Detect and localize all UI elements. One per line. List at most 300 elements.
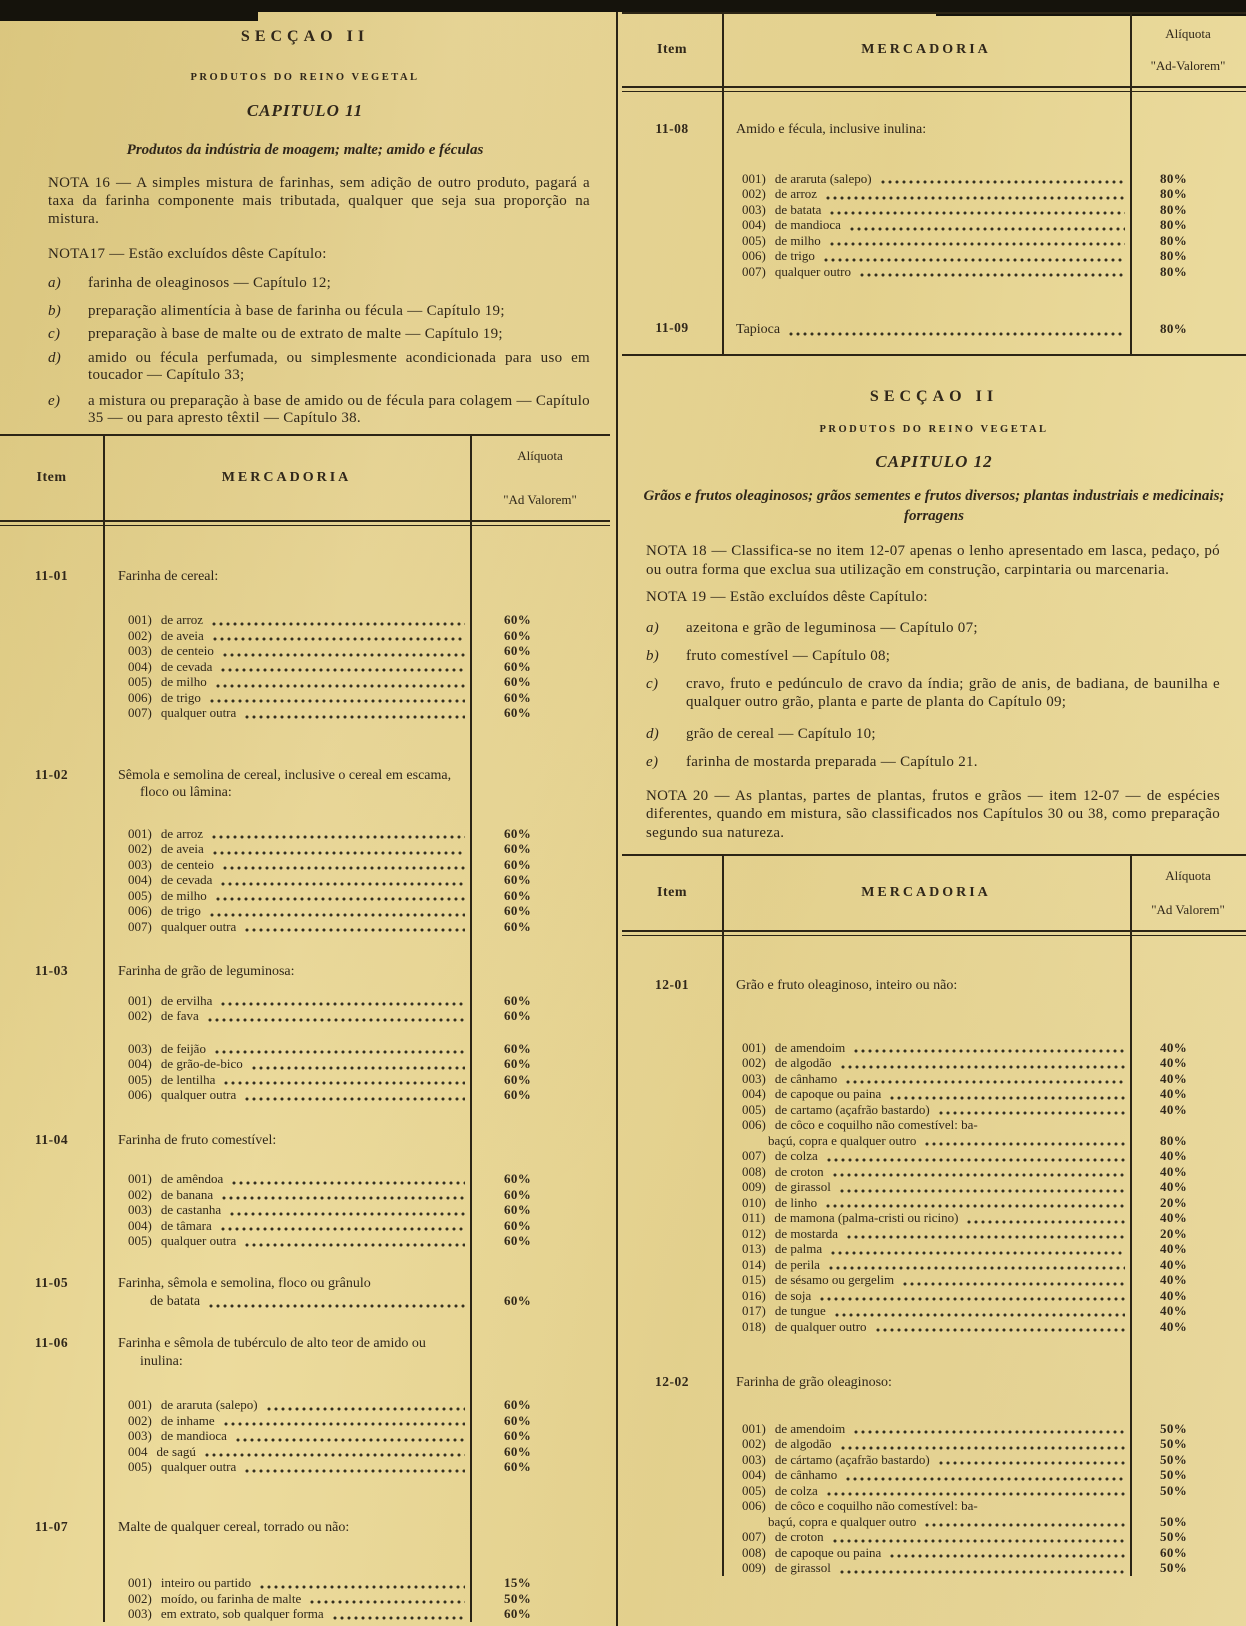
sub-text: de croton xyxy=(774,1529,824,1544)
table-row xyxy=(0,1519,610,1622)
exclusion-item xyxy=(646,675,1220,712)
sub-code: 004) xyxy=(128,1217,152,1233)
rate-value: 80% xyxy=(1160,186,1188,201)
dot-leader xyxy=(224,1416,465,1427)
sub-item-main xyxy=(128,690,470,706)
rate-value: 60% xyxy=(504,1186,532,1202)
exclusion-item xyxy=(48,303,590,321)
sub-item xyxy=(0,1171,610,1187)
dot-leader xyxy=(854,1424,1125,1435)
dot-leader xyxy=(890,1090,1125,1101)
rate-value: 40% xyxy=(1160,1210,1188,1225)
sub-item-main xyxy=(128,841,470,857)
sub-item xyxy=(0,872,610,888)
sub-text: de girassol xyxy=(774,1560,831,1575)
sub-item xyxy=(622,1467,1246,1483)
sub-code: 009) xyxy=(742,1560,766,1575)
dot-leader xyxy=(829,1260,1125,1271)
sub-text: de amendoim xyxy=(774,1420,846,1436)
sub-item-main xyxy=(128,1428,470,1444)
rate-value: 60% xyxy=(504,825,532,841)
sub-item xyxy=(622,1086,1246,1102)
sub-code: 009) xyxy=(742,1179,766,1194)
section-heading: SECÇAO II xyxy=(240,28,370,45)
sub-text: de cevada xyxy=(160,658,213,674)
sub-item-main xyxy=(742,202,1130,218)
sub-code: 007) xyxy=(128,918,152,934)
sub-item-main xyxy=(128,1171,470,1187)
sub-item-main xyxy=(742,1195,1130,1211)
dot-leader xyxy=(840,1564,1125,1575)
chapter-heading: CAPITULO 12 xyxy=(875,452,993,471)
exclusion-label: a) xyxy=(48,275,62,291)
exclusion-item xyxy=(48,350,590,385)
sub-text: de inhame xyxy=(160,1412,215,1428)
sub-code: 004 xyxy=(128,1443,148,1459)
sub-item xyxy=(0,643,610,659)
dot-leader xyxy=(824,252,1125,263)
item-continuation xyxy=(0,1292,610,1310)
rate-value: 60% xyxy=(504,1071,532,1087)
right-column xyxy=(622,12,1246,1576)
sub-code: 002) xyxy=(742,1436,766,1451)
sub-item xyxy=(0,903,610,919)
sub-text: de mandioca xyxy=(774,217,841,232)
dot-leader xyxy=(245,1091,465,1102)
rate-value: 50% xyxy=(1160,1482,1188,1498)
rate-value: 60% xyxy=(504,872,532,887)
sub-item xyxy=(622,186,1246,202)
dot-leader xyxy=(847,1229,1125,1240)
sub-item xyxy=(622,1272,1246,1288)
sub-item-main xyxy=(742,171,1130,187)
rate-value: 40% xyxy=(1160,1318,1188,1334)
rate-value: 60% xyxy=(504,627,532,643)
sub-item-continuation xyxy=(622,1514,1246,1530)
rate-value: 50% xyxy=(1160,1451,1188,1467)
rate-value: 60% xyxy=(504,918,532,934)
sub-text: de batata xyxy=(774,201,822,217)
note-16: NOTA 16 — A simples mistura de farinhas, sem adição de outro produto, pagará a taxa da farinha componente mais tributada, qualquer que seja sua proporção na mistura. xyxy=(48,175,590,227)
sub-text: de croton xyxy=(774,1163,824,1179)
item-number: 11-04 xyxy=(34,1131,69,1147)
sub-text: de centeio xyxy=(160,856,214,872)
sub-text: de sagú xyxy=(156,1443,196,1459)
rate-value: 60% xyxy=(504,643,532,658)
sub-item xyxy=(0,1233,610,1249)
table-row xyxy=(0,1275,610,1311)
item-number: 11-02 xyxy=(34,766,69,782)
rate-value: 20% xyxy=(1160,1225,1188,1241)
sub-item xyxy=(0,857,610,873)
sub-code: 005) xyxy=(128,887,152,903)
sub-text: baçú, copra e qualquer outro xyxy=(768,1513,917,1529)
dot-leader xyxy=(205,1447,465,1458)
sub-text: de milho xyxy=(774,232,821,248)
dot-leader xyxy=(854,1043,1125,1054)
sub-item-list xyxy=(622,1421,1246,1576)
sub-text: moído, ou farinha de malte xyxy=(160,1590,302,1606)
sub-code: 002) xyxy=(128,1590,152,1606)
sub-code: 014) xyxy=(742,1256,766,1272)
sub-item-list xyxy=(0,612,610,721)
sub-item-main xyxy=(128,628,470,644)
ad-valorem-label: "Ad Valorem" xyxy=(1151,902,1225,917)
rate-value: 60% xyxy=(504,689,532,705)
sub-text: qualquer outra xyxy=(160,1459,237,1474)
sub-text: de capoque ou paina xyxy=(774,1544,882,1560)
sub-code: 001) xyxy=(128,1171,152,1186)
column-header-mercadoria: MERCADORIA xyxy=(861,42,991,57)
sub-item xyxy=(0,1459,610,1475)
item-description: Farinha de grão de leguminosa: xyxy=(118,964,295,979)
table-row xyxy=(0,1132,610,1249)
dot-leader xyxy=(245,709,465,720)
sub-text: baçú, copra e qualquer outro xyxy=(768,1132,917,1148)
sub-text: de mamona (palma-cristi ou ricino) xyxy=(774,1210,959,1225)
dot-leader xyxy=(213,845,465,856)
sub-item-main xyxy=(128,1218,470,1234)
tariff-table-chapter-11 xyxy=(0,434,610,1622)
sub-code: 001) xyxy=(742,170,766,186)
sub-item-main xyxy=(742,264,1130,280)
sub-text: de sésamo ou gergelim xyxy=(774,1272,895,1287)
sub-code: 002) xyxy=(128,627,152,643)
rate-value: 60% xyxy=(504,1443,532,1459)
sub-code: 003) xyxy=(128,1606,152,1621)
dot-leader xyxy=(221,876,465,887)
dot-leader xyxy=(223,860,465,871)
dot-leader xyxy=(903,1276,1125,1287)
rate-value: 40% xyxy=(1160,1055,1188,1070)
sub-text: de tâmara xyxy=(160,1217,212,1233)
section-heading: SECÇAO II xyxy=(869,388,999,405)
sub-text: de mandioca xyxy=(160,1428,227,1443)
sub-text: de arroz xyxy=(160,825,204,841)
sub-text: de banana xyxy=(160,1186,214,1202)
sub-text: de arroz xyxy=(774,186,818,201)
sub-item-main xyxy=(742,1514,1130,1530)
exclusion-label: d) xyxy=(48,349,62,366)
dot-leader xyxy=(230,1206,465,1217)
sub-item-main xyxy=(742,1529,1130,1545)
rate-value: 60% xyxy=(504,992,532,1008)
sub-item xyxy=(622,217,1246,233)
header-rule xyxy=(622,930,1246,936)
sub-item-main xyxy=(128,826,470,842)
rate-value: 50% xyxy=(1160,1513,1188,1529)
sub-item xyxy=(0,690,610,706)
sub-text: de trigo xyxy=(160,903,201,918)
dot-leader xyxy=(212,616,465,627)
sub-code: 006) xyxy=(742,1498,766,1513)
dot-leader xyxy=(210,693,465,704)
sub-item xyxy=(0,826,610,842)
header-rule xyxy=(0,520,610,526)
rate-value: 60% xyxy=(504,1040,532,1056)
dot-leader xyxy=(925,1136,1125,1147)
kingdom-heading: PRODUTOS DO REINO VEGETAL xyxy=(190,72,420,83)
sub-item xyxy=(622,248,1246,264)
item-description: Farinha, sêmola e semolina, floco ou grânulo xyxy=(118,1275,371,1291)
sub-code: 007) xyxy=(128,705,152,720)
dot-leader xyxy=(209,1298,465,1309)
item-description: Amido e fécula, inclusive inulina: xyxy=(736,122,927,137)
rate-value: 50% xyxy=(504,1590,532,1606)
sub-item-main xyxy=(128,1575,470,1591)
sub-item xyxy=(0,659,610,675)
sub-text: de fava xyxy=(160,1008,199,1023)
rate-value: 60% xyxy=(504,887,532,903)
item-description: Sêmola e semolina de cereal, inclusive o cereal em escama, floco ou lâmina: xyxy=(118,767,452,800)
exclusion-text: preparação alimentícia à base de farinha ou fécula — Capítulo 19; xyxy=(88,302,505,319)
sub-item xyxy=(0,1087,610,1103)
sub-item-main xyxy=(128,903,470,919)
exclusion-label: b) xyxy=(48,302,62,319)
sub-code: 005) xyxy=(128,1233,152,1248)
sub-item xyxy=(622,1040,1246,1056)
item-number: 11-01 xyxy=(34,567,69,583)
sub-code: 008) xyxy=(742,1163,766,1179)
sub-item xyxy=(622,202,1246,218)
sub-item-main xyxy=(128,674,470,690)
dot-leader xyxy=(831,1245,1125,1256)
sub-code: 003) xyxy=(128,1040,152,1056)
table-row xyxy=(622,320,1246,338)
sub-item-main xyxy=(128,1591,470,1607)
note-20: NOTA 20 — As plantas, partes de plantas, frutos e grãos — item 12-07 — de espécies diferentes, quando em mistura, são classificados nos Capítulos 30 ou 38, como preparação segundo sua natureza. xyxy=(646,787,1220,841)
sub-item-main xyxy=(128,1187,470,1203)
dot-leader xyxy=(826,190,1125,201)
sub-item-main xyxy=(128,1202,470,1218)
dot-leader xyxy=(850,221,1125,232)
chapter-title: Grãos e frutos oleaginosos; grãos sementes e frutos diversos; plantas industriais e medicinais; forragens xyxy=(643,488,1225,524)
sub-item xyxy=(622,1226,1246,1242)
sub-text: de araruta (salepo) xyxy=(774,170,872,186)
dot-leader xyxy=(236,1432,465,1443)
sub-item-main xyxy=(128,1459,470,1475)
sub-text: de cânhamo xyxy=(774,1467,838,1482)
sub-code: 001) xyxy=(128,825,152,841)
rate-value: 80% xyxy=(1160,1132,1188,1148)
rate-value: 40% xyxy=(1160,1179,1188,1194)
sub-code: 004) xyxy=(128,1056,152,1071)
sub-item xyxy=(622,1303,1246,1319)
sub-item xyxy=(0,1428,610,1444)
note-19: NOTA 19 — Estão excluídos dêste Capítulo: xyxy=(646,589,928,605)
sub-item-main xyxy=(128,857,470,873)
dot-leader xyxy=(830,205,1125,216)
dot-leader xyxy=(245,1237,465,1248)
sub-text: de algodão xyxy=(774,1436,832,1451)
dot-leader xyxy=(876,1322,1125,1333)
rate-value: 60% xyxy=(504,612,532,627)
sub-item xyxy=(622,233,1246,249)
sub-text: de linho xyxy=(774,1194,818,1210)
sub-text: de trigo xyxy=(774,248,815,263)
sub-item xyxy=(622,1195,1246,1211)
sub-code: 002) xyxy=(128,841,152,856)
sub-text: de trigo xyxy=(160,689,201,705)
exclusion-item xyxy=(646,753,1220,772)
sub-code: 011) xyxy=(742,1210,766,1225)
sub-item xyxy=(0,1056,610,1072)
dot-leader xyxy=(881,174,1125,185)
item-description: Grão e fruto oleaginoso, inteiro ou não: xyxy=(736,978,958,993)
rate-value: 40% xyxy=(1160,1086,1188,1101)
dot-leader xyxy=(860,267,1125,278)
sub-code: 001) xyxy=(742,1039,766,1055)
sub-code: 015) xyxy=(742,1272,766,1287)
sub-text: de grão-de-bico xyxy=(160,1056,243,1071)
sub-code: 013) xyxy=(742,1241,766,1256)
dot-leader xyxy=(833,1167,1125,1178)
table-body xyxy=(0,568,610,1622)
rate-value: 60% xyxy=(504,1217,532,1233)
rate-value: 80% xyxy=(1160,232,1188,248)
sub-item xyxy=(622,1071,1246,1087)
sub-text: de amêndoa xyxy=(160,1171,224,1186)
rate-value: 50% xyxy=(1160,1560,1188,1575)
sub-item xyxy=(0,1397,610,1413)
sub-text: de algodão xyxy=(774,1055,832,1070)
rate-value: 60% xyxy=(504,1202,532,1217)
sub-item-main xyxy=(742,186,1130,202)
sub-text: de colza xyxy=(774,1482,818,1498)
sub-code: 006) xyxy=(128,689,152,705)
table-bottom-rule xyxy=(622,354,1246,356)
sub-code: 012) xyxy=(742,1225,766,1241)
rate-value: 20% xyxy=(1160,1194,1188,1210)
dot-leader xyxy=(222,1190,465,1201)
sub-item-main xyxy=(128,919,470,935)
sub-item xyxy=(622,1545,1246,1561)
sub-item xyxy=(622,1498,1246,1514)
table-row xyxy=(0,963,610,1103)
sub-item-main xyxy=(742,248,1130,264)
dot-leader xyxy=(835,1307,1125,1318)
exclusion-text: farinha de mostarda preparada — Capítulo 21. xyxy=(686,754,978,770)
sub-item-main xyxy=(128,705,470,721)
sub-text: de cânhamo xyxy=(774,1070,838,1086)
sub-item-list xyxy=(622,1040,1246,1335)
dot-leader xyxy=(216,678,465,689)
sub-code: 001) xyxy=(128,612,152,627)
rate-value: 15% xyxy=(504,1575,532,1590)
rate-value: 60% xyxy=(504,903,532,918)
sub-item-main xyxy=(128,1041,470,1057)
sub-code: 002) xyxy=(128,1186,152,1202)
rate-value: 60% xyxy=(504,1428,532,1443)
sub-item xyxy=(0,674,610,690)
sub-text: de amendoim xyxy=(774,1039,846,1055)
sub-text: de milho xyxy=(160,674,207,689)
item-number: 12-01 xyxy=(655,977,689,992)
page-top-ink-band xyxy=(0,0,1246,12)
sub-item-list xyxy=(0,1397,610,1475)
sub-text: de arroz xyxy=(160,612,204,627)
sub-item-main xyxy=(128,888,470,904)
sub-item xyxy=(622,1436,1246,1452)
sub-item-continuation xyxy=(622,1133,1246,1149)
item-description: Farinha de cereal: xyxy=(118,568,219,584)
dot-leader xyxy=(841,1440,1125,1451)
dot-leader xyxy=(840,1183,1125,1194)
sub-code: 004) xyxy=(742,1467,766,1482)
sub-code: 010) xyxy=(742,1194,766,1210)
rate-value: 80% xyxy=(1160,321,1188,336)
item-description: Farinha de grão oleaginoso: xyxy=(736,1375,892,1390)
item-number: 11-07 xyxy=(34,1518,69,1534)
column-header-aliquota xyxy=(1130,14,1246,86)
rate-value: 40% xyxy=(1160,1287,1188,1303)
sub-item xyxy=(622,1179,1246,1195)
aliquota-label: Alíquota xyxy=(1165,868,1211,883)
rate-value: 60% xyxy=(504,1459,532,1474)
rate-value: 80% xyxy=(1160,263,1188,279)
note-17: NOTA17 — Estão excluídos dêste Capítulo: xyxy=(48,246,327,262)
column-header-mercadoria: MERCADORIA xyxy=(861,885,991,900)
rate-value: 50% xyxy=(1160,1436,1188,1451)
sub-item xyxy=(622,1319,1246,1335)
rate-value: 60% xyxy=(504,1233,532,1248)
sub-item xyxy=(0,1187,610,1203)
note-18: NOTA 18 — Classifica-se no item 12-07 apenas o lenho apresentado em lasca, pedaço, pó ou outra forma que exclua sua utilização em construção, carpintaria ou marcenaria. xyxy=(646,543,1220,578)
sub-item xyxy=(622,1421,1246,1437)
sub-item xyxy=(0,1606,610,1622)
dot-leader xyxy=(841,1059,1125,1070)
dot-leader xyxy=(221,996,465,1007)
sub-code: 004) xyxy=(742,217,766,232)
sub-text: de milho xyxy=(160,887,207,903)
dot-leader xyxy=(830,236,1125,247)
column-header-aliquota xyxy=(1130,856,1246,930)
table-row xyxy=(0,568,610,721)
ad-valorem-label: "Ad-Valorem" xyxy=(1150,58,1226,73)
sub-item-main xyxy=(128,1444,470,1460)
rate-value: 80% xyxy=(1160,217,1188,232)
dot-leader xyxy=(245,922,465,933)
dot-leader xyxy=(267,1401,465,1412)
exclusion-text: cravo, fruto e pedúnculo de cravo da índia; grão de anis, de badiana, de baunilha e qualquer outro grão, planta e parte de planta do Capítulo 09; xyxy=(686,675,1220,710)
sub-code: 007) xyxy=(742,263,766,279)
sub-item-main xyxy=(742,1241,1130,1257)
exclusion-label: e) xyxy=(48,392,61,409)
rate-value: 60% xyxy=(504,1008,532,1023)
sub-item-main xyxy=(742,1055,1130,1071)
rate-value: 40% xyxy=(1160,1070,1188,1086)
item-number: 12-02 xyxy=(655,1374,689,1389)
sub-item-main xyxy=(742,1133,1130,1149)
dot-leader xyxy=(310,1594,465,1605)
aliquota-label: Alíquota xyxy=(517,447,563,463)
sub-item-main xyxy=(742,1288,1130,1304)
item-description-continued: de batata xyxy=(150,1294,201,1309)
sub-item xyxy=(622,1483,1246,1499)
exclusion-label: e) xyxy=(646,754,659,770)
exclusion-text: azeitona e grão de leguminosa — Capítulo 07; xyxy=(686,619,978,636)
dot-leader xyxy=(212,829,465,840)
aliquota-label: Alíquota xyxy=(1165,26,1211,41)
dot-leader xyxy=(789,326,1125,337)
sub-text: de palma xyxy=(774,1241,823,1256)
exclusion-text: a mistura ou preparação à base de amido ou de fécula para colagem — Capítulo 35 — ou para apresto têxtil — Capítulo 38. xyxy=(88,392,590,426)
sub-code: 001) xyxy=(128,992,152,1008)
sub-text: de côco e coquilho não comestível: ba- xyxy=(774,1117,978,1132)
rate-value: 60% xyxy=(504,705,532,720)
sub-item xyxy=(622,1257,1246,1273)
rate-value: 60% xyxy=(504,658,532,674)
